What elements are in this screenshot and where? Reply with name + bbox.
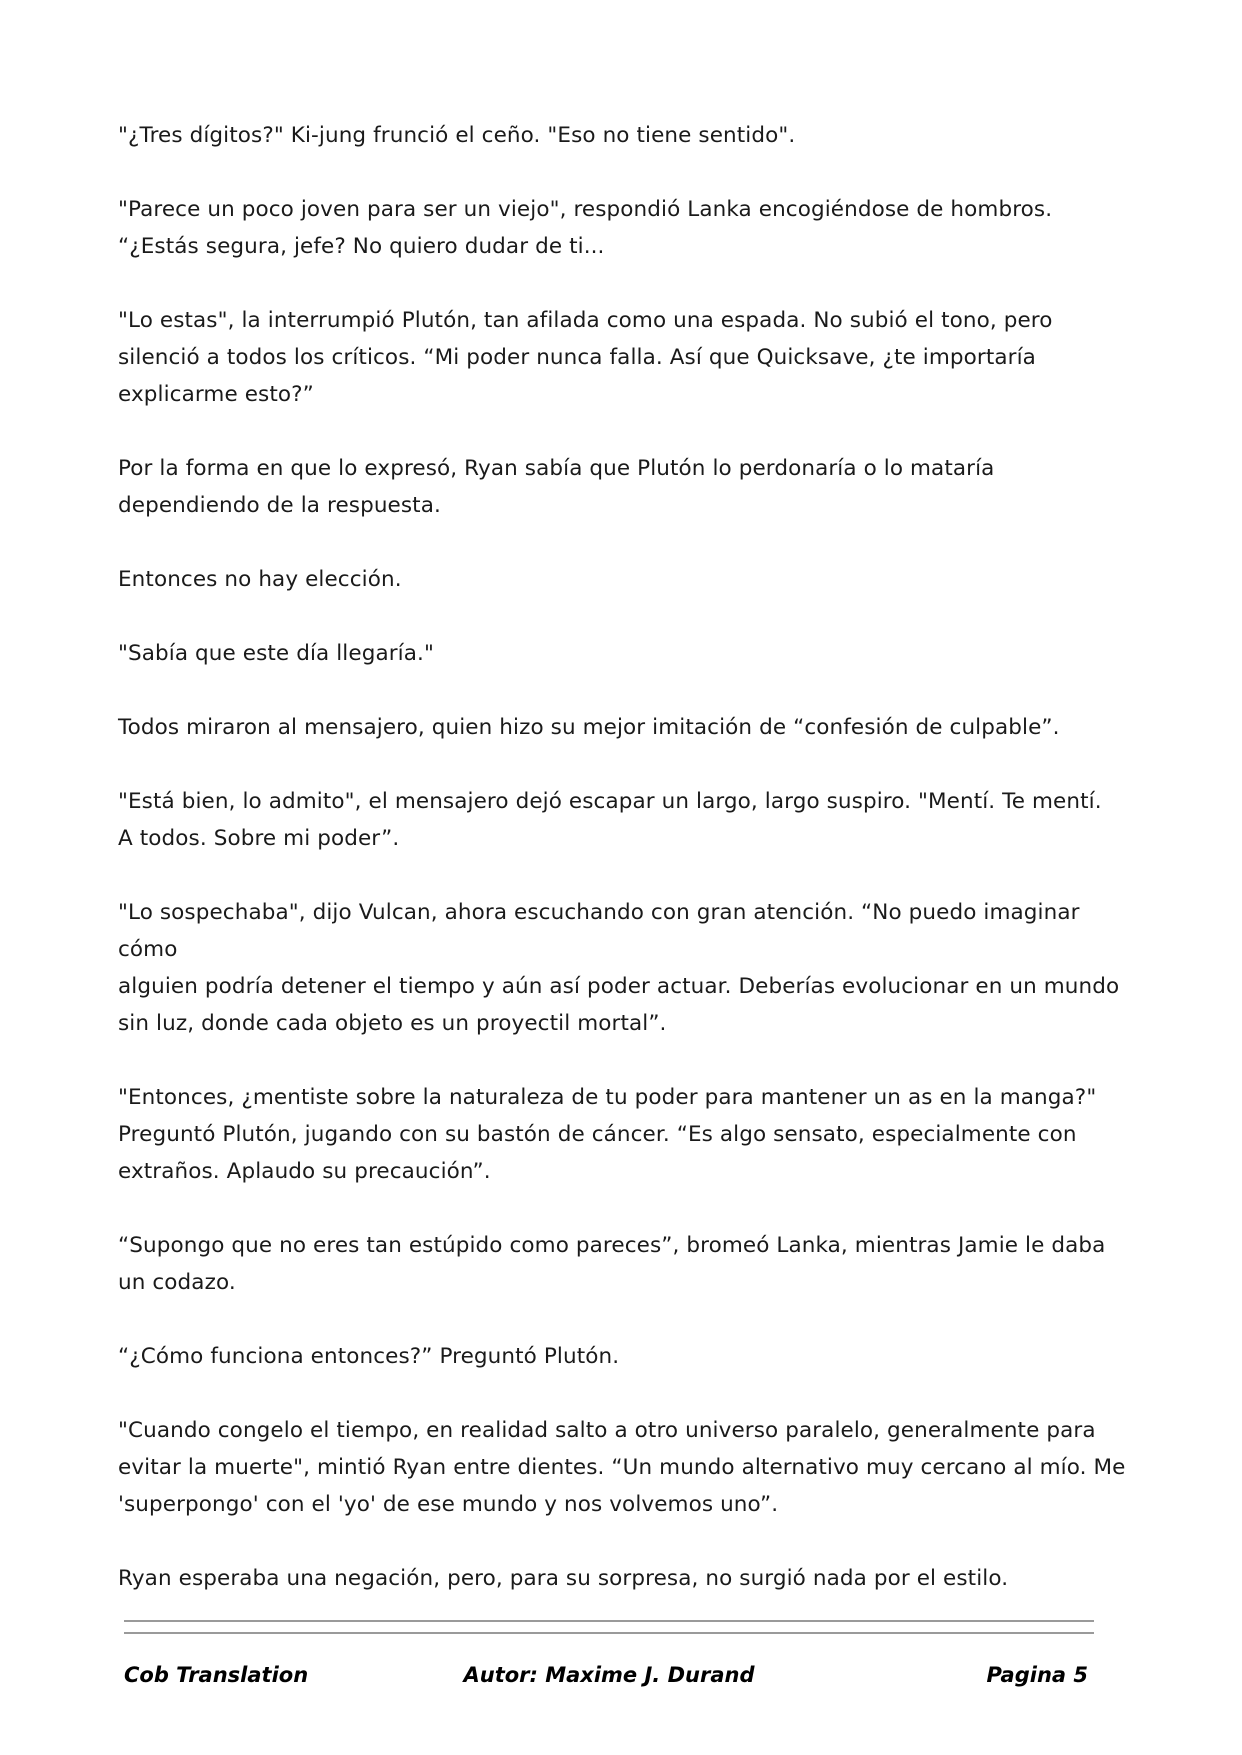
footer-rule-top — [124, 1620, 1094, 1622]
paragraph: Todos miraron al mensajero, quien hizo su mejor imitación de “confesión de culpable”. — [118, 715, 1060, 740]
paragraph: “Supongo que no eres tan estúpido como pareces”, bromeó Lanka, mientras Jamie le daba un codazo. — [118, 1233, 1106, 1295]
paragraph: Entonces no hay elección. — [118, 567, 402, 592]
body-text — [118, 117, 1128, 1634]
page-footer — [124, 1663, 1094, 1693]
paragraph: Ryan esperaba una negación, pero, para su sorpresa, no surgió nada por el estilo. — [118, 1566, 1009, 1591]
paragraph: "Sabía que este día llegaría." — [118, 641, 434, 666]
paragraph: Por la forma en que lo expresó, Ryan sabía que Plutón lo perdonaría o lo mataría dependiendo de la respuesta. — [118, 456, 995, 518]
footer-page-number: Pagina 5 — [986, 1663, 1088, 1687]
footer-rule-bottom — [124, 1632, 1094, 1634]
paragraph: "Lo estas", la interrumpió Plutón, tan afilada como una espada. No subió el tono, pero silenció a todos los críticos. “Mi poder nunca falla. Así que Quicksave, ¿te importaría explicarme esto?” — [118, 308, 1053, 407]
footer-translator: Cob Translation — [124, 1663, 309, 1687]
footer-author: Autor: Maxime J. Durand — [463, 1663, 755, 1687]
paragraph: "Cuando congelo el tiempo, en realidad salto a otro universo paralelo, generalmente para evitar la muerte", mintió Ryan entre dientes. “Un mundo alternativo muy cercano al mío. Me 'superpongo' con el 'yo' de ese mundo y nos volvemos uno”. — [118, 1418, 1126, 1517]
paragraph: "Entonces, ¿mentiste sobre la naturaleza de tu poder para mantener un as en la manga?" Preguntó Plutón, jugando con su bastón de cáncer. “Es algo sensato, especialmente con extraños. Aplaudo su precaución”. — [118, 1085, 1097, 1184]
paragraph: “¿Cómo funciona entonces?” Preguntó Plutón. — [118, 1344, 620, 1369]
paragraph: "Lo sospechaba", dijo Vulcan, ahora escuchando con gran atención. “No puedo imaginar cómo alguien podría detener el tiempo y aún así poder actuar. Deberías evolucionar en un mundo sin luz, donde cada objeto es un proyectil mortal”. — [118, 900, 1120, 1036]
paragraph: "Parece un poco joven para ser un viejo", respondió Lanka encogiéndose de hombros. “¿Estás segura, jefe? No quiero dudar de ti... — [118, 197, 1053, 259]
footer-divider — [124, 1620, 1094, 1644]
paragraph: "Está bien, lo admito", el mensajero dejó escapar un largo, largo suspiro. "Mentí. Te mentí. A todos. Sobre mi poder”. — [118, 789, 1102, 851]
paragraph: "¿Tres dígitos?" Ki-jung frunció el ceño. "Eso no tiene sentido". — [118, 123, 796, 148]
